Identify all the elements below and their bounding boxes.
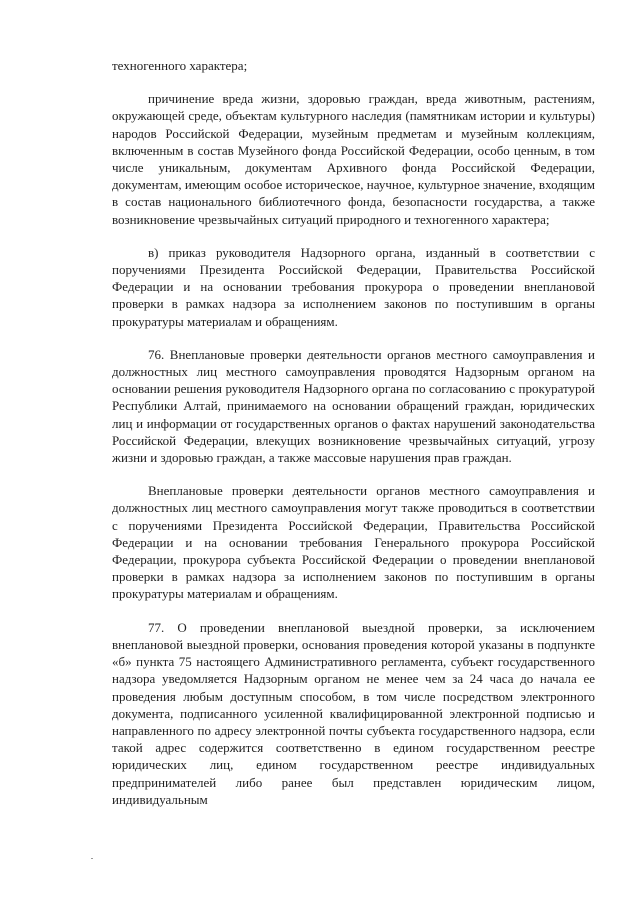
paragraph-76-continued: Внеплановые проверки деятельности органов местного самоуправления и должностных лиц местного самоуправления могут также проводиться в соответствии с поручениями Президента Российской Федерации, Правительства Российской Федерации и на основании требования Генерального прокурора Российской Федерации, прокурора субъекта Российской Федерации о проведении внеплановой проверки в рамках надзора за исполнением законов по поступившим в органы прокуратуры материалам и обращениям. [112, 483, 595, 602]
paragraph-77: 77. О проведении внеплановой выездной проверки, за исключением внеплановой выездной проверки, основания проведения которой указаны в подпункте «б» пункта 75 настоящего Административного регламента, субъект государственного надзора уведомляется Надзорным органом не менее чем за 24 часа до начала ее проведения любым доступным способом, в том числе посредством электронного документа, подписанного усиленной квалифицированной электронной подписью и направленного по адресу электронной почты субъекта государственного надзора, если такой адрес содержится соответственно в едином государственном реестре юридических лиц, едином государственном реестре индивидуальных предпринимателей либо ранее был представлен юридическим лицом, индивидуальным [112, 619, 595, 807]
paragraph-continuation: техногенного характера; [112, 58, 248, 73]
scan-speck [91, 858, 93, 859]
paragraph-76: 76. Внеплановые проверки деятельности органов местного самоуправления и должностных лиц местного самоуправления проводятся Надзорным органом на основании решения руководителя Надзорного органа по согласованию с прокуратурой Республики Алтай, принимаемого на основании обращений граждан, юридических лиц и информации от государственных органов о фактах нарушений законодательства Российской Федерации, влекущих возникновение чрезвычайных ситуаций, угрозу жизни и здоровью граждан, а также массовые нарушения прав граждан. [112, 346, 595, 466]
paragraph-subitem-v: в) приказ руководителя Надзорного органа, изданный в соответствии с поручениями Президента Российской Федерации, Правительства Российской Федерации и на основании требования прокурора о проведении внеплановой проверки в рамках надзора за исполнением законов по поступившим в органы прокуратуры материалам и обращениям. [112, 244, 595, 329]
paragraph-harm-list: причинение вреда жизни, здоровью граждан, вреда животным, растениям, окружающей среде, объектам культурного наследия (памятникам истории и культуры) народов Российской Федерации, музейным предметам и музейным коллекциям, включенным в состав Музейного фонда Российской Федерации, особо ценным, в том числе уникальным, документам Архивного фонда Российской Федерации, документам, имеющим особое историческое, научное, культурное значение, входящим в состав национального библиотечного фонда, безопасности государства, а также возникновение чрезвычайных ситуаций природного и техногенного характера; [112, 91, 595, 227]
document-body [112, 57, 595, 824]
